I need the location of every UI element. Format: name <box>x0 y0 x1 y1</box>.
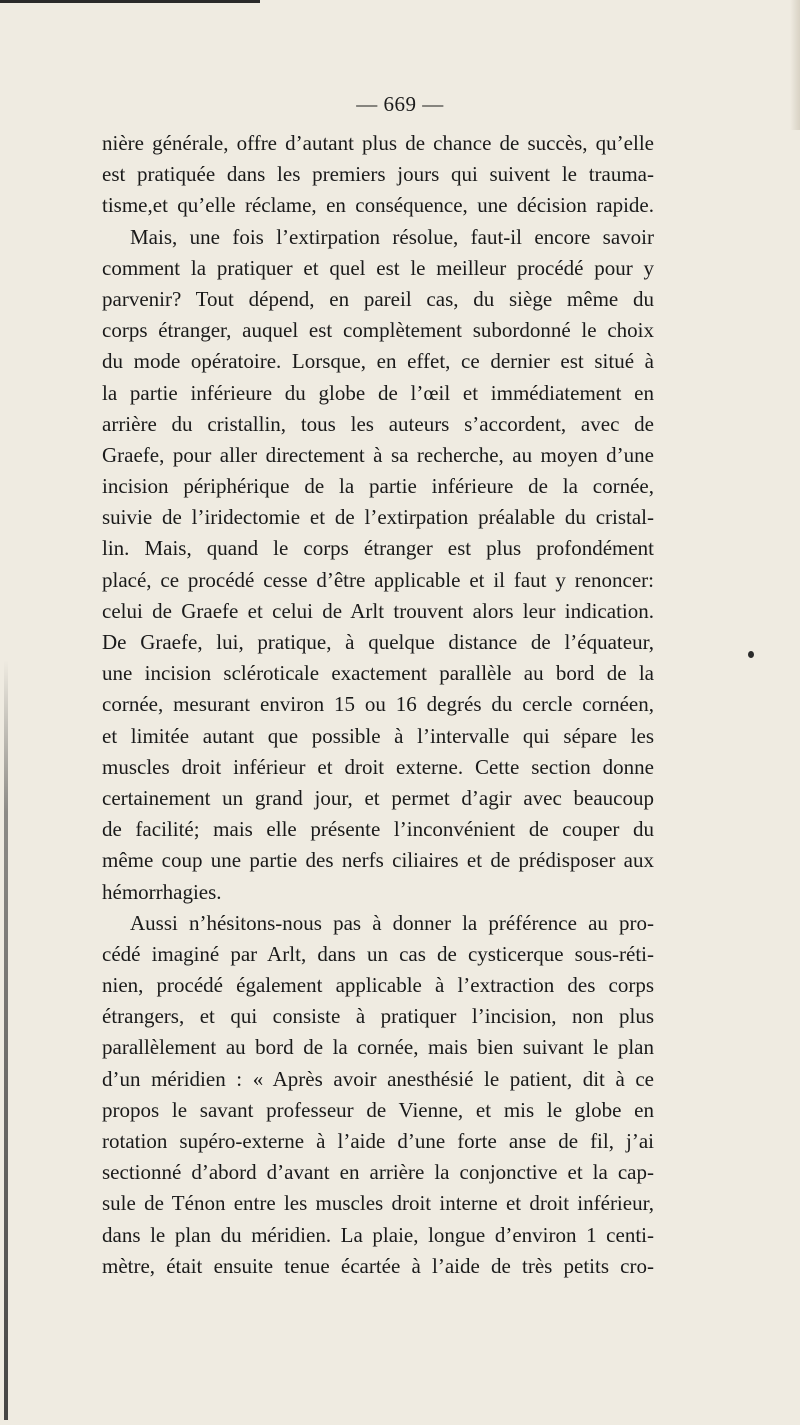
text-line: Mais, une fois l’extirpation résolue, faut-il encore savoir <box>130 224 654 249</box>
text-line: sectionné d’abord d’avant en arrière la conjonctive et la cap- <box>102 1160 654 1185</box>
text-line: lin. Mais, quand le corps étranger est plus profondément <box>102 536 654 561</box>
text-line: comment la pratiquer et quel est le meilleur procédé pour y <box>102 255 654 280</box>
text-line: tisme,et qu’elle réclame, en conséquence, une décision rapide. <box>102 193 654 218</box>
text-line: muscles droit inférieur et droit externe. Cette section donne <box>102 754 654 779</box>
text-line: incision périphérique de la partie inférieure de la cornée, <box>102 474 654 499</box>
text-line: parallèlement au bord de la cornée, mais bien suivant le plan <box>102 1035 654 1060</box>
text-line: arrière du cristallin, tous les auteurs s’accordent, avec de <box>102 411 654 436</box>
text-line: nien, procédé également applicable à l’extraction des corps <box>102 973 654 998</box>
text-line: Graefe, pour aller directement à sa recherche, au moyen d’une <box>102 442 654 467</box>
text-line: étrangers, et qui consiste à pratiquer l’incision, non plus <box>102 1004 654 1029</box>
text-line: de facilité; mais elle présente l’inconvénient de couper du <box>102 817 654 842</box>
text-line: cornée, mesurant environ 15 ou 16 degrés du cercle cornéen, <box>102 692 654 717</box>
text-line: Aussi n’hésitons-nous pas à donner la préférence au pro- <box>130 910 654 935</box>
text-line: et limitée autant que possible à l’intervalle qui sépare les <box>102 723 654 748</box>
text-line: du mode opératoire. Lorsque, en effet, ce dernier est situé à <box>102 349 654 374</box>
text-line: placé, ce procédé cesse d’être applicable et il faut y renoncer: <box>102 567 654 592</box>
page-number: — 669 — <box>356 92 444 116</box>
text-line: nière générale, offre d’autant plus de chance de succès, qu’elle <box>102 131 654 155</box>
text-line: hémorrhagies. <box>102 879 222 904</box>
text-line: dans le plan du méridien. La plaie, longue d’environ 1 centi- <box>102 1222 654 1247</box>
text-line: est pratiquée dans les premiers jours qui suivent le trauma- <box>102 162 654 187</box>
text-line: rotation supéro-externe à l’aide d’une forte anse de fil, j’ai <box>102 1129 654 1153</box>
text-line: sule de Ténon entre les muscles droit interne et droit inférieur, <box>102 1191 654 1216</box>
text-line: celui de Graefe et celui de Arlt trouvent alors leur indication. <box>102 598 654 623</box>
text-line: suivie de l’iridectomie et de l’extirpation préalable du cristal- <box>102 505 654 530</box>
body-text <box>102 128 654 1282</box>
top-rule <box>0 0 260 3</box>
text-line: cédé imaginé par Arlt, dans un cas de cysticerque sous-réti- <box>102 941 654 966</box>
text-line: même coup une partie des nerfs ciliaires et de prédisposer aux <box>102 848 654 873</box>
text-line: parvenir? Tout dépend, en pareil cas, du siège même du <box>102 286 654 311</box>
text-line: De Graefe, lui, pratique, à quelque distance de l’équateur, <box>102 630 654 654</box>
text-line: la partie inférieure du globe de l’œil et immédiatement en <box>102 380 654 405</box>
text-line: d’un méridien : « Après avoir anesthésié le patient, dit à ce <box>102 1066 654 1091</box>
text-line: propos le savant professeur de Vienne, et mis le globe en <box>102 1097 654 1122</box>
text-line: certainement un grand jour, et permet d’agir avec beaucoup <box>102 785 654 810</box>
gutter-shadow <box>4 660 8 1420</box>
text-line: mètre, était ensuite tenue écartée à l’aide de très petits cro- <box>102 1253 654 1278</box>
ink-speck <box>748 651 754 658</box>
text-line: une incision scléroticale exactement parallèle au bord de la <box>102 661 654 686</box>
text-line: corps étranger, auquel est complètement subordonné le choix <box>102 318 654 343</box>
